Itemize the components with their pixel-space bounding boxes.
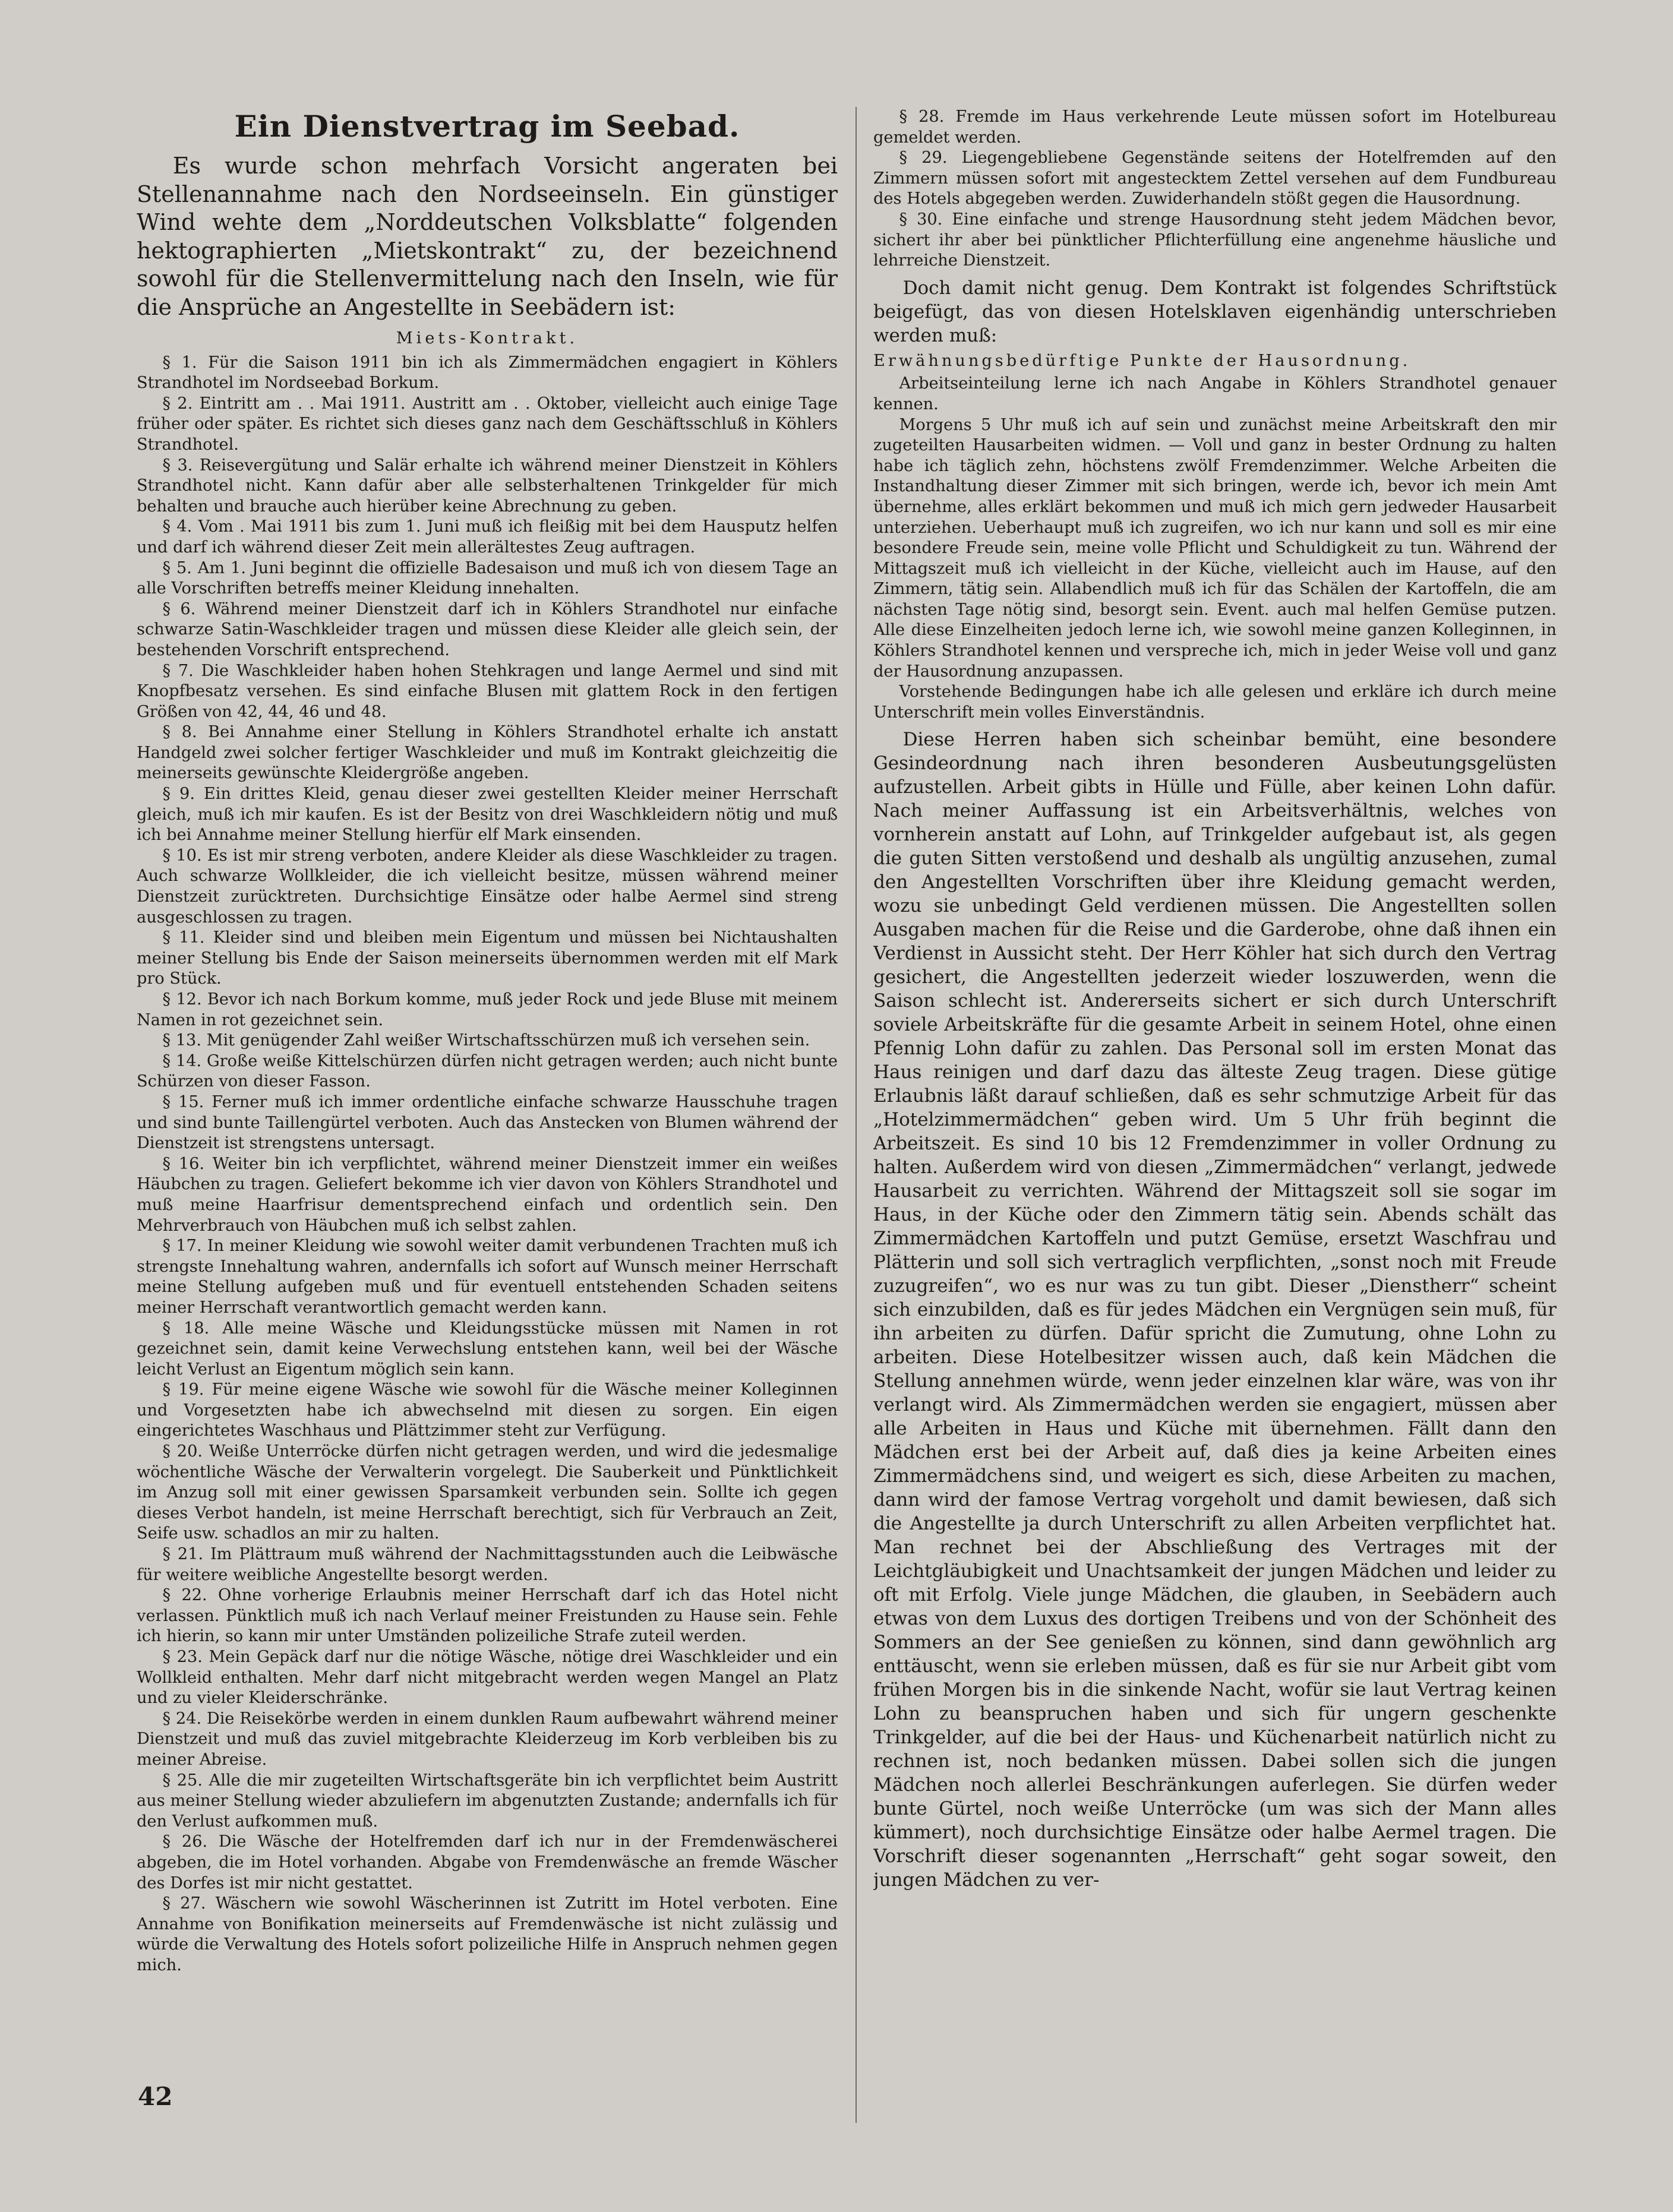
contract-clause: § 25. Alle die mir zugeteilten Wirtschaftsgeräte bin ich verpflichtet beim Austritt aus meiner Stellung wieder abzuliefern im abgenutzten Zustande; andernfalls ich für den Verlust aufkommen muß.	[137, 1771, 838, 1831]
contract-clause: § 21. Im Plättraum muß während der Nachmittagsstunden auch die Leibwäsche für weitere weibliche Angestellte besorgt werden.	[137, 1545, 838, 1584]
addendum-paragraph: Vorstehende Bedingungen habe ich alle gelesen und erkläre ich durch meine Unterschrift mein volles Einverständnis.	[873, 682, 1557, 722]
addendum-heading: Erwähnungsbedürftige Punkte der Hausordnung.	[873, 351, 1411, 370]
contract-clause: § 10. Es ist mir streng verboten, andere Kleider als diese Waschkleider zu tragen. Auch schwarze Wollkleider, die ich vielleicht besitze, müssen während meiner Dienstzeit zurücktreten. Durchsichtige Einsätze oder halbe Aermel sind streng ausgeschlossen zu tragen.	[137, 846, 838, 927]
contract-clause: § 2. Eintritt am . . Mai 1911. Austritt am . . Oktober, vielleicht auch einige Tage früher oder später. Es richtet sich dieses ganz nach dem Geschäftsschluß in Köhlers Strandhotel.	[137, 394, 838, 454]
contract-clause: § 29. Liegengebliebene Gegenstände seitens der Hotelfremden auf den Zimmern müssen sofort mit angestecktem Zettel versehen auf dem Fundbureau des Hotels abgegeben werden. Zuwiderhandeln stößt gegen die Hausordnung.	[873, 148, 1557, 208]
addendum-intro: Doch damit nicht genug. Dem Kontrakt ist folgendes Schriftstück beigefügt, das von diesen Hotelsklaven eigenhändig unterschrieben werden muß:	[873, 277, 1557, 346]
addendum-paragraph: Arbeitseinteilung lerne ich nach Angabe in Köhlers Strandhotel genauer kennen.	[873, 374, 1557, 413]
contract-clause: § 5. Am 1. Juni beginnt die offizielle Badesaison und muß ich von diesem Tage an alle Vorschriften betreffs meiner Kleidung innehalten.	[137, 558, 838, 598]
contract-clause: § 20. Weiße Unterröcke dürfen nicht getragen werden, und wird die jedesmalige wöchentliche Wäsche der Verwalterin vorgelegt. Die Sauberkeit und Pünktlichkeit im Anzug soll mit einer gewissen Sparsamkeit verbunden sein. Sollte ich gegen dieses Verbot handeln, ist meine Herrschaft berechtigt, sich für Verbrauch an Zeit, Seife usw. schadlos an mir zu halten.	[137, 1442, 838, 1543]
contract-heading: Miets-Kontrakt.	[396, 329, 579, 347]
contract-clauses	[137, 353, 838, 1976]
contract-clause: § 15. Ferner muß ich immer ordentliche einfache schwarze Hausschuhe tragen und sind bunte Taillengürtel verboten. Auch das Anstecken von Blumen während der Dienstzeit ist strengstens untersagt.	[137, 1092, 838, 1153]
column-divider	[856, 107, 857, 2123]
contract-clause: § 24. Die Reisekörbe werden in einem dunklen Raum aufbewahrt während meiner Dienstzeit und muß das zuviel mitgebrachte Kleiderzeug im Korb verbleiben bis zu meiner Abreise.	[137, 1709, 838, 1769]
contract-clause: § 18. Alle meine Wäsche und Kleidungsstücke müssen mit Namen in rot gezeichnet sein, damit keine Verwechslung entstehen kann, weil bei der Wäsche leicht Verlust an Eigentum möglich sein kann.	[137, 1319, 838, 1379]
contract-clause: § 3. Reisevergütung und Salär erhalte ich während meiner Dienstzeit in Köhlers Strandhotel nicht. Kann dafür aber alle selbsterhaltenen Trinkgelder für mich behalten und brauche auch hierüber keine Abrechnung zu geben.	[137, 456, 838, 516]
contract-clause: § 16. Weiter bin ich verpflichtet, während meiner Dienstzeit immer ein weißes Häubchen zu tragen. Geliefert bekomme ich vier davon von Köhlers Strandhotel und muß meine Haarfrisur dementsprechend einfach und ordentlich sein. Den Mehrverbrauch von Häubchen muß ich selbst zahlen.	[137, 1154, 838, 1235]
left-column	[137, 107, 838, 2123]
contract-clause: § 22. Ohne vorherige Erlaubnis meiner Herrschaft darf ich das Hotel nicht verlassen. Pünktlich muß ich nach Verlauf meiner Freistunden zu Hause sein. Fehle ich hierin, so kann mir unter Umständen polizeiliche Strafe zuteil werden.	[137, 1586, 838, 1646]
contract-clause: § 14. Große weiße Kittelschürzen dürfen nicht getragen werden; auch nicht bunte Schürzen von dieser Fasson.	[137, 1051, 838, 1091]
contract-clause: § 28. Fremde im Haus verkehrende Leute müssen sofort im Hotelbureau gemeldet werden.	[873, 108, 1557, 147]
addendum-paragraph: Morgens 5 Uhr muß ich auf sein und zunächst meine Arbeitskraft den mir zugeteilten Hausarbeiten widmen. — Voll und ganz in bester Ordnung zu halten habe ich täglich zehn, höchstens zwölf Fremdenzimmer. Welche Arbeiten die Instandhaltung dieser Zimmer mit sich bringen, werde ich, bevor ich mein Amt übernehme, alles erklärt bekommen und muß ich mich gern jedweder Hausarbeit unterziehen. Ueberhaupt muß ich zugreifen, wo ich nur kann und soll es mir eine besondere Freude sein, meine volle Pflicht und Schuldigkeit zu tun. Während der Mittagszeit muß ich vielleicht in der Küche, vielleicht auch im Hause, auf den Zimmern, tätig sein. Allabendlich muß ich für das Schälen der Kartoffeln, die am nächsten Tage nötig sind, besorgt sein. Event. auch mal helfen Gemüse putzen. Alle diese Einzelheiten jedoch lerne ich, wie sowohl meine ganzen Kolleginnen, in Köhlers Strandhotel kennen und verspreche ich, mich in jeder Weise voll und ganz der Hausordnung anzupassen.	[873, 415, 1557, 681]
contract-clause: § 4. Vom . Mai 1911 bis zum 1. Juni muß ich fleißig mit bei dem Hausputz helfen und darf ich während dieser Zeit mein allerältestes Zeug auftragen.	[137, 517, 838, 557]
contract-clause: § 6. Während meiner Dienstzeit darf ich in Köhlers Strandhotel nur einfache schwarze Satin-Waschkleider tragen und müssen diese Kleider alle gleich sein, der bestehenden Vorschrift entsprechend.	[137, 599, 838, 659]
contract-clause: § 8. Bei Annahme einer Stellung in Köhlers Strandhotel erhalte ich anstatt Handgeld zwei solcher fertiger Waschkleider und muß im Kontrakt gleichzeitig die meinerseits gewünschte Kleidergröße angeben.	[137, 723, 838, 783]
article-title: Ein Dienstvertrag im Seebad.	[234, 109, 740, 144]
contract-clause: § 19. Für meine eigene Wäsche wie sowohl für die Wäsche meiner Kolleginnen und Vorgesetzten habe ich abwechselnd mit diesen zu sorgen. Ein eigen eingerichtetes Waschhaus und Plättzimmer steht zur Verfügung.	[137, 1380, 838, 1440]
contract-clause: § 1. Für die Saison 1911 bin ich als Zimmermädchen engagiert in Köhlers Strandhotel im Nordseebad Borkum.	[137, 353, 838, 393]
contract-clause: § 7. Die Waschkleider haben hohen Stehkragen und lange Aermel und sind mit Knopfbesatz versehen. Es sind einfache Blusen mit glattem Rock in den fertigen Größen von 42, 44, 46 und 48.	[137, 661, 838, 721]
contract-clause: § 9. Ein drittes Kleid, genau dieser zwei gestellten Kleider meiner Herrschaft gleich, muß ich mir kaufen. Es ist der Besitz von drei Waschkleidern nötig und muß ich bei Annahme meiner Stellung hierfür elf Mark einsenden.	[137, 785, 838, 845]
contract-clause: § 13. Mit genügender Zahl weißer Wirtschaftsschürzen muß ich versehen sein.	[162, 1031, 810, 1050]
contract-clause: § 27. Wäschern wie sowohl Wäscherinnen ist Zutritt im Hotel verboten. Eine Annahme von Bonifikation meinerseits auf Fremdenwäsche ist nicht zulässig und würde die Verwaltung des Hotels sofort polizeiliche Hilfe in Anspruch nehmen gegen mich.	[137, 1894, 838, 1974]
contract-clause: § 26. Die Wäsche der Hotelfremden darf ich nur in der Fremdenwäscherei abgeben, die im Hotel vorhanden. Abgabe von Fremdenwäsche an fremde Wäscher des Dorfes ist mir nicht gestattet.	[137, 1832, 838, 1892]
contract-clause: § 12. Bevor ich nach Borkum komme, muß jeder Rock und jede Bluse mit meinem Namen in rot gezeichnet sein.	[137, 990, 838, 1029]
page-number: 42	[138, 2082, 173, 2111]
right-column	[873, 107, 1557, 2123]
article-intro: Es wurde schon mehrfach Vorsicht angeraten bei Stellenannahme nach den Nordseeinseln. Ein günstiger Wind wehte dem „Norddeutschen Volksblatte“ folgenden hektographierten „Mietskontrakt“ zu, der bezeichnend sowohl für die Stellenvermittelung nach den Inseln, wie für die Ansprüche an Angestellte in Seebädern ist:	[137, 153, 838, 320]
contract-clause: § 23. Mein Gepäck darf nur die nötige Wäsche, nötige drei Waschkleider und ein Wollkleid enthalten. Mehr darf nicht mitgebracht werden wegen Mangel an Platz und zu vieler Kleiderschränke.	[137, 1648, 838, 1708]
commentary-paragraph: Diese Herren haben sich scheinbar bemüht, eine besondere Gesindeordnung nach ihren besonderen Ausbeutungsgelüsten aufzustellen. Arbeit gibts in Hülle und Fülle, aber keinen Lohn dafür. Nach meiner Auffassung ist ein Arbeitsverhältnis, welches von vornherein anstatt auf Lohn, auf Trinkgelder aufgebaut ist, als gegen die guten Sitten verstoßend und deshalb als ungültig anzusehen, zumal den Angestellten Vorschriften über ihre Kleidung gemacht werden, wozu sie unbedingt Geld verdienen müssen. Die Angestellten sollen Ausgaben machen für die Reise und die Garderobe, ohne daß ihnen ein Verdienst in Aussicht steht. Der Herr Köhler hat sich durch den Vertrag gesichert, die Angestellten jederzeit wieder loszuwerden, wenn die Saison schlecht ist. Andererseits sichert er sich durch Unterschrift soviele Arbeitskräfte für die gesamte Arbeit in seinem Hotel, ohne einen Pfennig Lohn dafür zu zahlen. Das Personal soll im ersten Monat das Haus reinigen und darf dazu das älteste Zeug tragen. Diese gütige Erlaubnis läßt darauf schließen, daß es sehr schmutzige Arbeit für das „Hotelzimmermädchen“ geben wird. Um 5 Uhr früh beginnt die Arbeitszeit. Es sind 10 bis 12 Fremdenzimmer in voller Ordnung zu halten. Außerdem wird von diesen „Zimmermädchen“ verlangt, jedwede Hausarbeit zu verrichten. Während der Mittagszeit soll sie sogar im Haus, in der Küche oder den Zimmern tätig sein. Abends schält das Zimmermädchen Kartoffeln und putzt Gemüse, ersetzt Waschfrau und Plätterin und soll sich vertraglich verpflichten, „sonst noch mit Freude zuzugreifen“, wo es nur was zu tun gibt. Dieser „Dienstherr“ scheint sich einzubilden, daß es für jedes Mädchen ein Vergnügen sein muß, für ihn arbeiten zu dürfen. Dafür spricht die Zumutung, ohne Lohn zu arbeiten. Diese Hotelbesitzer wissen auch, daß kein Mädchen die Stellung annehmen würde, wenn jeder einzelnen klar wäre, was von ihr verlangt wird. Als Zimmermädchen werden sie engagiert, müssen aber alle Arbeiten in Haus und Küche mit übernehmen. Fällt dann den Mädchen erst bei der Arbeit auf, daß dies ja keine Arbeiten eines Zimmermädchens sind, und weigert es sich, diese Arbeiten zu machen, dann wird der famose Vertrag vorgeholt und damit bewiesen, daß sich die Angestellte ja durch Unterschrift zu allen Arbeiten verpflichtet hat. Man rechnet bei der Abschließung des Vertrages mit der Leichtgläubigkeit und Unachtsamkeit der jungen Mädchen und leider zu oft mit Erfolg. Viele junge Mädchen, die glauben, in Seebädern auch etwas von dem Luxus des dortigen Treibens und von der Schönheit des Sommers an der See genießen zu können, sind dann gewöhnlich arg enttäuscht, wenn sie erleben müssen, daß es für sie nur Arbeit gibt vom frühen Morgen bis in die sinkende Nacht, wofür sie laut Vertrag keinen Lohn zu beanspruchen haben und sich für ungern geschenkte Trinkgelder, auf die bei der Haus- und Küchenarbeit natürlich nicht zu rechnen ist, noch bedanken müssen. Dabei sollen sich die jungen Mädchen noch allerlei Beschränkungen auferlegen. Sie dürfen weder bunte Gürtel, noch weiße Unterröcke (um was sich der Mann alles kümmert), noch durchsichtige Einsätze oder halbe Aermel tragen. Die Vorschrift dieser sogenannten „Herrschaft“ geht sogar soweit, den jungen Mädchen zu ver-	[873, 729, 1557, 1891]
contract-clause: § 30. Eine einfache und strenge Hausordnung steht jedem Mädchen bevor, sichert ihr aber bei pünktlicher Pflichterfüllung eine angenehme häusliche und lehrreiche Dienstzeit.	[873, 210, 1557, 270]
contract-clause: § 17. In meiner Kleidung wie sowohl weiter damit verbundenen Trachten muß ich strengste Innehaltung wahren, andernfalls ich sofort auf Wunsch meiner Herrschaft meine Stellung aufgeben muß und für eventuell entstehenden Schaden seitens meiner Herrschaft verantwortlich gemacht werden kann.	[137, 1237, 838, 1317]
contract-clause: § 11. Kleider sind und bleiben mein Eigentum und müssen bei Nichtaushalten meiner Stellung bis Ende der Saison meinerseits übernommen werden mit elf Mark pro Stück.	[137, 928, 838, 988]
